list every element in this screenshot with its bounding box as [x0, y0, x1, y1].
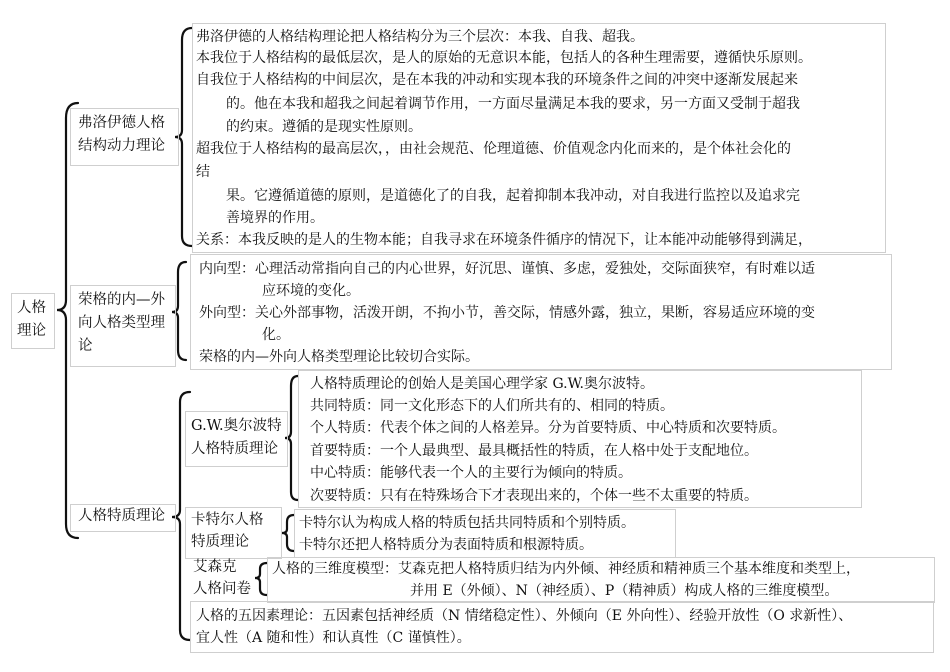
freud-label-line1: 弗洛伊德人格: [78, 115, 165, 131]
freud-label-line2: 结构动力理论: [78, 138, 165, 154]
cattell-text-line: 卡特尔认为构成人格的特质包括共同特质和个别特质。: [299, 515, 635, 531]
root-node-label-line1: 人格: [17, 300, 46, 316]
jung-label-line3: 论: [78, 338, 93, 354]
allport-text-line: 个人特质：代表个体之间的人格差异。分为首要特质、中心特质和次要特质。: [310, 420, 786, 436]
freud-text-line: 善境界的作用。: [226, 210, 324, 226]
allport-label-line2: 人格特质理论: [191, 441, 278, 457]
cattell-label-line1: 卡特尔人格: [191, 512, 264, 528]
jung-text-line: 外向型：关心外部事物，活泼开朗，不拘小节，善交际，情感外露，独立，果断，容易适应环境的变: [199, 305, 815, 321]
jung-text-line: 内向型：心理活动常指向自己的内心世界，好沉思、谨慎、多虑，爱独处，交际面狭窄，有时难以适: [199, 261, 815, 277]
eysenck-label-line2: 人格问卷: [193, 581, 251, 597]
freud-text-line: 关系：本我反映的是人的生物本能；自我寻求在环境条件循序的情况下，让本能冲动能够得到满足，: [196, 232, 812, 248]
allport-text-line: 共同特质：同一文化形态下的人们所共有的、相同的特质。: [310, 398, 674, 414]
eysenck-text-line: 人格的三维度模型：艾森克把人格特质归结为内外倾、神经质和精神质三个基本维度和类型上，: [272, 561, 860, 577]
allport-text-line: 人格特质理论的创始人是美国心理学家 G.W.奥尔波特。: [310, 376, 654, 392]
allport-text-line: 次要特质：只有在特殊场合下才表现出来的，个体一些不太重要的特质。: [310, 488, 758, 504]
freud-text-line: 自我位于人格结构的中间层次，是在本我的冲动和实现本我的环境条件之间的冲突中逐渐发展起来: [196, 72, 798, 88]
freud-text-line: 结: [196, 164, 210, 180]
freud-text-line: 果。它遵循道德的原则，是道德化了的自我，起着抑制本我冲动，对自我进行监控以及追求完: [226, 188, 800, 204]
freud-text-line: 的约束。遵循的是现实性原则。: [226, 119, 422, 135]
root-node-label-line2: 理论: [17, 323, 46, 339]
cattell-text-line: 卡特尔还把人格特质分为表面特质和根源特质。: [299, 537, 593, 553]
trait-label: 人格特质理论: [78, 508, 165, 524]
jung-label-line2: 向人格类型理: [78, 315, 165, 331]
allport-label-line1: G.W.奥尔波特: [191, 418, 282, 434]
jung-text-line: 应环境的变化。: [262, 283, 360, 299]
cattell-bracket: [282, 515, 294, 551]
allport-text-line: 中心特质：能够代表一个人的主要行为倾向的特质。: [310, 465, 632, 481]
freud-text-line: 弗洛伊德的人格结构理论把人格结构分为三个层次：本我、自我、超我。: [196, 29, 644, 45]
eysenck-text-line: 并用 E（外倾）、N（神经质）、P（精神质）构成人格的三维度模型。: [410, 583, 839, 599]
jung-label-line1: 荣格的内—外: [78, 292, 165, 308]
freud-text-line: 超我位于人格结构的最高层次，，由社会规范、伦理道德、价值观念内化而来的，是个体社会化的: [196, 141, 791, 157]
allport-text-line: 首要特质：一个人最典型、最具概括性的特质，在人格中处于支配地位。: [310, 443, 758, 459]
freud-text-line: 的。他在本我和超我之间起着调节作用，一方面尽量满足本我的要求，另一方面又受制于超我: [226, 96, 800, 112]
jung-text-line: 化。: [262, 327, 290, 343]
cattell-label-line2: 特质理论: [191, 534, 249, 550]
jung-text-line: 荣格的内—外向人格类型理论比较切合实际。: [199, 349, 479, 365]
bigfive-text-line: 人格的五因素理论：五因素包括神经质（N 情绪稳定性）、外倾向（E 外向性）、经验开放性（O 求新性）、: [196, 608, 853, 624]
eysenck-label-line1: 艾森克: [193, 559, 237, 575]
eysenck-bracket: [255, 563, 267, 595]
bigfive-text-line: 宜人性（A 随和性）和认真性（C 谨慎性）。: [196, 630, 471, 646]
freud-text-line: 本我位于人格结构的最低层次，是人的原始的无意识本能，包括人的各种生理需要，遵循快乐原则。: [196, 50, 812, 66]
